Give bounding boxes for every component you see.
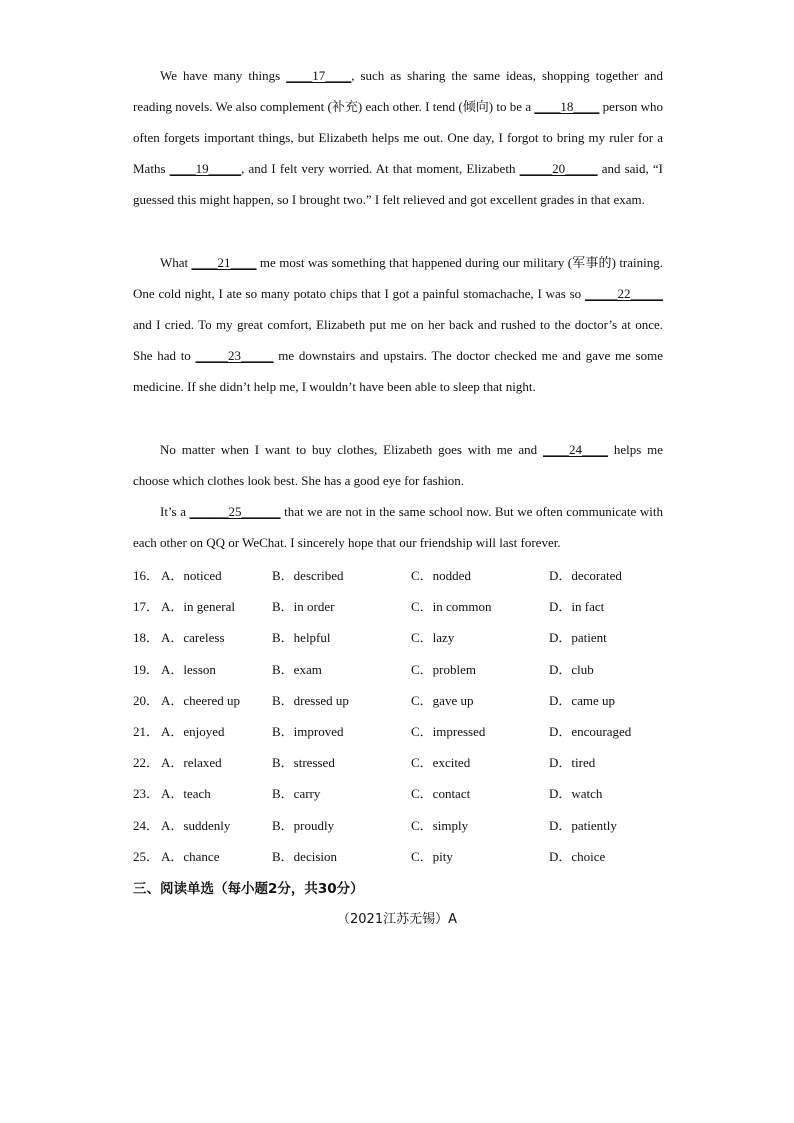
question-row-17 — [133, 591, 693, 622]
text: We have many things — [160, 68, 287, 83]
option-d[interactable]: D．watch — [549, 786, 603, 802]
option-b[interactable]: B．stressed — [272, 755, 335, 771]
paragraph-1 — [133, 60, 663, 215]
question-number: 16． — [133, 568, 160, 583]
option-a[interactable]: A．chance — [161, 848, 220, 864]
option-b[interactable]: B．in order — [272, 599, 335, 615]
blank-24[interactable]: ____24____ — [543, 442, 609, 457]
option-c[interactable]: C．lazy — [411, 630, 455, 646]
option-d[interactable]: D．tired — [549, 755, 596, 771]
option-d[interactable]: D．came up — [549, 692, 616, 708]
question-row-18 — [133, 622, 693, 653]
text: What — [160, 255, 192, 270]
text: helps me choose which clothes look best. She has a good eye for fashion. — [133, 442, 663, 488]
option-b[interactable]: B．exam — [272, 661, 322, 677]
blank-18[interactable]: ____18____ — [534, 99, 600, 114]
text: and I cried. To my great comfort, Elizabeth put me on her back and rushed to the doctor’s at once. She had to — [133, 317, 663, 363]
question-row-16 — [133, 560, 693, 591]
text: No matter when I want to buy clothes, Elizabeth goes with me and — [160, 442, 544, 457]
question-row-19 — [133, 654, 693, 685]
question-row-22 — [133, 747, 693, 778]
option-a[interactable]: A．cheered up — [161, 692, 241, 708]
question-number: 18． — [133, 630, 160, 646]
option-b[interactable]: B．described — [272, 568, 344, 583]
option-a[interactable]: A．suddenly — [161, 817, 231, 833]
option-d[interactable]: D．club — [549, 661, 594, 677]
text: that we are not in the same school now. But we often communicate with each other on QQ or WeChat. I sincerely hope that our friendship will last forever. — [133, 504, 663, 550]
option-c[interactable]: C．gave up — [411, 692, 474, 708]
option-c[interactable]: C．simply — [411, 817, 469, 833]
option-b[interactable]: B．carry — [272, 786, 321, 802]
option-d[interactable]: D．decorated — [549, 568, 622, 583]
question-number: 21． — [133, 723, 160, 739]
option-d[interactable]: D．patient — [549, 630, 607, 646]
option-a[interactable]: A．relaxed — [161, 755, 222, 771]
question-number: 19． — [133, 661, 160, 677]
option-d[interactable]: D．choice — [549, 848, 606, 864]
option-a[interactable]: A．lesson — [161, 661, 216, 677]
option-a[interactable]: A．careless — [161, 630, 225, 646]
passage-source: （2021江苏无锡）A — [337, 912, 457, 927]
option-c[interactable]: C．in common — [411, 599, 492, 615]
question-row-25 — [133, 841, 693, 872]
option-d[interactable]: D．patiently — [549, 817, 617, 833]
blank-25[interactable]: ______25______ — [189, 504, 281, 519]
option-b[interactable]: B．decision — [272, 848, 337, 864]
text: me most was something that happened during our military (军事的) training. One cold night, I ate so many potato chips that I got a painful stomachache, I was so — [133, 255, 663, 301]
option-b[interactable]: B．proudly — [272, 817, 335, 833]
question-row-21 — [133, 716, 693, 747]
blank-17[interactable]: ____17____ — [286, 68, 352, 83]
section-title: 三、阅读单选（每小题2分，共30分） — [133, 881, 364, 897]
option-b[interactable]: B．helpful — [272, 630, 331, 646]
option-d[interactable]: D．in fact — [549, 599, 605, 615]
question-row-23 — [133, 778, 693, 809]
option-c[interactable]: C．contact — [411, 786, 471, 802]
text: , such as sharing the same ideas, shopping together and reading novels. We also complement (补充) each other. I tend (倾向) to be a — [133, 68, 663, 114]
text: person who often forgets important things, but Elizabeth helps me out. One day, I forgot to bring my ruler for a Maths — [133, 99, 664, 176]
blank-21[interactable]: ____21____ — [191, 255, 257, 270]
option-b[interactable]: B．dressed up — [272, 692, 349, 708]
option-a[interactable]: A．teach — [161, 786, 211, 802]
text: and said, “I guessed this might happen, so I brought two.” I felt relieved and got excellent grades in that exam. — [133, 161, 664, 207]
paragraph-4 — [133, 496, 663, 558]
option-c[interactable]: C．problem — [411, 661, 476, 677]
blank-20[interactable]: _____20_____ — [519, 161, 598, 176]
option-a[interactable]: A．enjoyed — [161, 723, 225, 739]
option-a[interactable]: A．noticed — [161, 568, 222, 583]
option-c[interactable]: C．impressed — [411, 723, 486, 739]
question-number: 20． — [133, 692, 160, 708]
text: me downstairs and upstairs. The doctor checked me and gave me some medicine. If she didn’t help me, I wouldn’t have been able to sleep that night. — [133, 348, 663, 394]
question-row-20 — [133, 685, 693, 716]
paragraph-3 — [133, 434, 663, 496]
blank-23[interactable]: _____23_____ — [195, 348, 274, 363]
paragraph-2 — [133, 247, 663, 402]
text: It’s a — [160, 504, 190, 519]
question-number: 25． — [133, 848, 160, 864]
option-c[interactable]: C．pity — [411, 848, 453, 864]
option-d[interactable]: D．encouraged — [549, 723, 632, 739]
question-number: 17． — [133, 599, 160, 615]
question-options — [133, 560, 693, 872]
question-row-24 — [133, 810, 693, 841]
blank-22[interactable]: _____22_____ — [585, 286, 663, 301]
text: , and I felt very worried. At that moment, Elizabeth — [241, 161, 520, 176]
option-b[interactable]: B．improved — [272, 723, 344, 739]
question-number: 23． — [133, 786, 160, 802]
option-c[interactable]: C．nodded — [411, 568, 471, 583]
option-a[interactable]: A．in general — [161, 599, 236, 615]
question-number: 22． — [133, 755, 160, 771]
option-c[interactable]: C．excited — [411, 755, 471, 771]
question-number: 24． — [133, 817, 160, 833]
blank-19[interactable]: ____19_____ — [169, 161, 242, 176]
